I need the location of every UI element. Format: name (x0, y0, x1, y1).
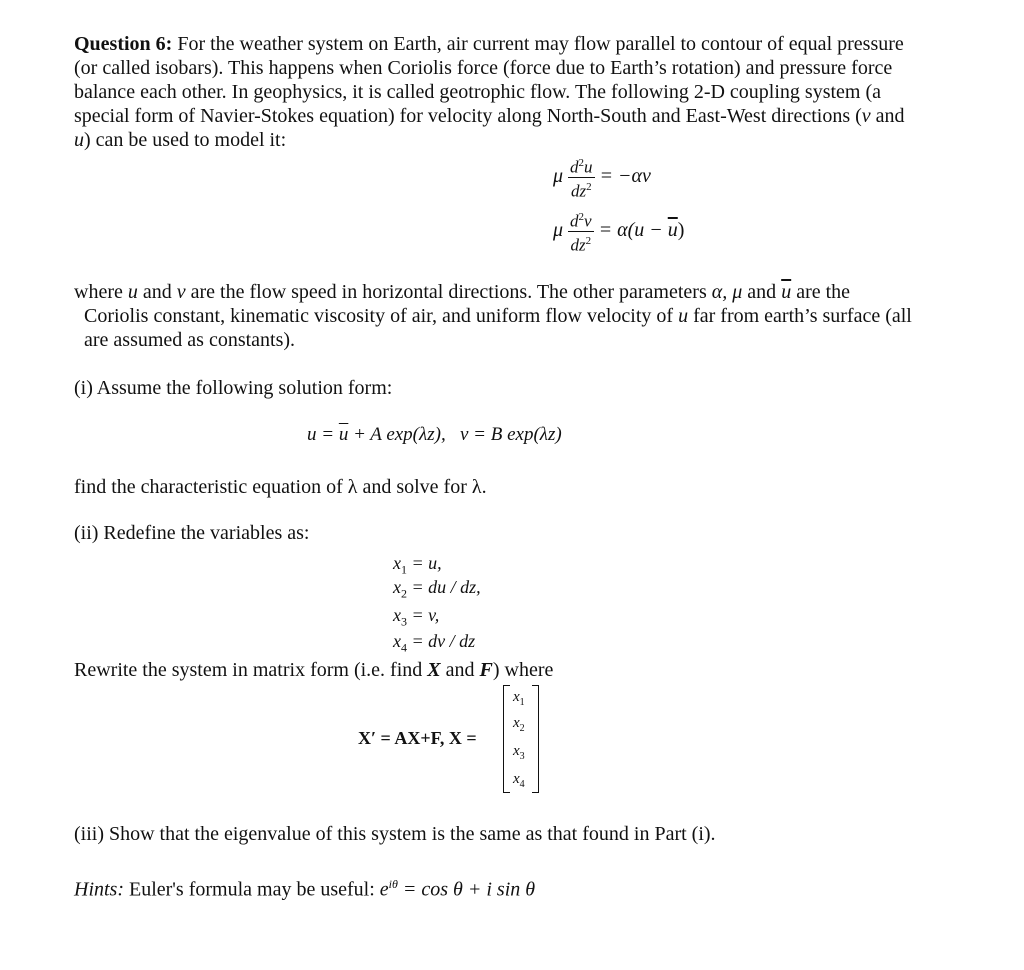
where-text-a: where (74, 281, 128, 303)
def-x2-idx: 2 (401, 586, 407, 601)
part-iii (74, 822, 936, 846)
eq2-mu: μ (553, 218, 564, 241)
part-iii-text: (iii) Show that the eigenvalue of this system is the same as that found in Part (i). (74, 823, 716, 845)
vector-x1-idx: 1 (519, 697, 525, 708)
where-v: v (176, 281, 186, 303)
rewrite-X: X (427, 659, 441, 681)
where2-text-a: Coriolis constant, kinematic viscosity of air, and uniform flow velocity of (84, 305, 679, 327)
question-intro-line-3 (74, 80, 936, 104)
eq1-den-pow: 2 (586, 180, 592, 193)
def-x2 (393, 576, 481, 605)
eq2-den-pow: 2 (585, 234, 592, 247)
intro-text-5: ) can be used to model it: (84, 129, 287, 151)
vector-x2 (513, 715, 525, 737)
hints-text: Euler's formula may be useful: (124, 878, 380, 901)
state-vector (503, 685, 539, 793)
hints-line (74, 872, 936, 902)
rewrite-text-b: and (440, 659, 480, 681)
hints-rhs: = cos θ + i sin θ (397, 878, 536, 901)
question-intro-line-1 (74, 32, 936, 56)
where-line-1 (74, 280, 944, 304)
def-x3-idx: 3 (401, 614, 407, 629)
vector-x4-var: x (513, 771, 520, 787)
eq1-num-pow: 2 (578, 157, 585, 169)
where-ubar: $\overline{u}$ (781, 281, 792, 303)
eq2-num-pow: 2 (578, 211, 585, 223)
def-x4-idx: 4 (401, 640, 407, 655)
question-intro-line-5 (74, 128, 936, 152)
where2-text-b: far from earth’s surface (all (688, 305, 912, 327)
eq1-den-dz: dz (570, 181, 587, 201)
vector-x4 (513, 771, 525, 793)
where-text-b: and (137, 281, 177, 303)
where-line-3 (84, 328, 936, 352)
where-alpha-mu: α, μ (711, 281, 743, 303)
sol-ubar: $\overline{u}$ (338, 424, 349, 445)
where-text-c: are the flow speed in horizontal directions. The other parameters (185, 281, 712, 303)
eq1-mu: μ (553, 164, 564, 187)
question-intro-line-2 (74, 56, 936, 80)
where-text-d: and (742, 281, 782, 303)
def-x4-rhs: = dv / dz (407, 631, 476, 651)
question-intro-line-4 (74, 104, 936, 128)
question-label: Question 6: (74, 33, 173, 55)
part-i-find-text: find the characteristic equation of λ and solve for λ. (74, 476, 487, 498)
equation-1 (553, 154, 651, 200)
def-x1-rhs: = u, (407, 553, 442, 573)
intro-text-2: (or called isobars). This happens when Coriolis force (force due to Earth’s rotation) and pressure force (74, 57, 893, 79)
def-x2-var: x (393, 577, 401, 597)
part-ii-heading-text: (ii) Redefine the variables as: (74, 522, 310, 544)
hints-e: e (379, 878, 389, 901)
eq2-fraction (568, 208, 594, 254)
def-x2-rhs: = du / dz, (407, 577, 481, 597)
eq2-num-d: d (570, 211, 579, 231)
vector-x3-var: x (513, 743, 520, 759)
intro-text-4: special form of Navier-Stokes equation) for velocity along North-South and East-West directions ( (74, 105, 862, 127)
sol-v: v = B exp(λz) (459, 424, 562, 445)
vector-x4-idx: 4 (519, 779, 525, 790)
solution-form (307, 424, 562, 446)
part-i-heading (74, 376, 874, 400)
vector-x3-idx: 3 (519, 751, 525, 762)
part-i-heading-text: (i) Assume the following solution form: (74, 377, 393, 399)
def-x1-var: x (393, 553, 401, 573)
matrix-equation (358, 727, 477, 749)
vector-x3 (513, 743, 525, 765)
rewrite-line (74, 658, 874, 682)
matrix-eq-text: X′ = AX+F, X = (358, 728, 477, 748)
part-i-find (74, 475, 874, 499)
eq1-fraction (568, 154, 595, 200)
vector-x2-var: x (513, 715, 520, 731)
eq1-rhs: = −αv (599, 164, 651, 187)
intro-text-4b: and (870, 105, 905, 127)
where-text-e: are the (791, 281, 851, 303)
eq2-close: ) (677, 218, 685, 241)
where-line-2 (84, 304, 936, 328)
hints-label: Hints: (74, 878, 124, 901)
vector-x2-idx: 2 (519, 723, 525, 734)
rewrite-F: F (479, 659, 493, 681)
var-v: v (861, 105, 871, 127)
eq2-ubar: $\overline{u}$ (667, 218, 678, 241)
intro-text-1: For the weather system on Earth, air current may flow parallel to contour of equal pressure (177, 33, 904, 55)
eq2-rhs-a: = α(u − (598, 218, 668, 241)
part-ii-heading (74, 521, 874, 545)
rewrite-text-a: Rewrite the system in matrix form (i.e. find (74, 659, 428, 681)
intro-text-3: balance each other. In geophysics, it is called geotrophic flow. The following 2-D coupling system (a (74, 81, 882, 103)
vector-x1 (513, 689, 525, 711)
var-u: u (74, 129, 84, 151)
where2-u: u (678, 305, 689, 327)
def-x3 (393, 604, 439, 633)
vector-x1-var: x (513, 689, 520, 705)
eq1-num-var: u (584, 157, 593, 177)
hints-exp: iθ (388, 877, 398, 891)
def-x3-rhs: = v, (407, 605, 440, 625)
rewrite-text-c: ) where (492, 659, 554, 681)
def-x4 (393, 630, 475, 659)
def-x4-var: x (393, 631, 401, 651)
eq2-den-dz: dz (570, 235, 586, 255)
def-x1-idx: 1 (401, 562, 407, 577)
sol-u-rhs: + A exp(λz), (348, 424, 446, 445)
def-x3-var: x (393, 605, 401, 625)
sol-u-lhs: u = (307, 424, 339, 445)
eq2-num-var: v (584, 211, 592, 231)
where3-text: are assumed as constants). (84, 329, 296, 351)
eq1-num-d: d (570, 157, 579, 177)
equation-2 (553, 208, 684, 254)
where-u: u (127, 281, 138, 303)
